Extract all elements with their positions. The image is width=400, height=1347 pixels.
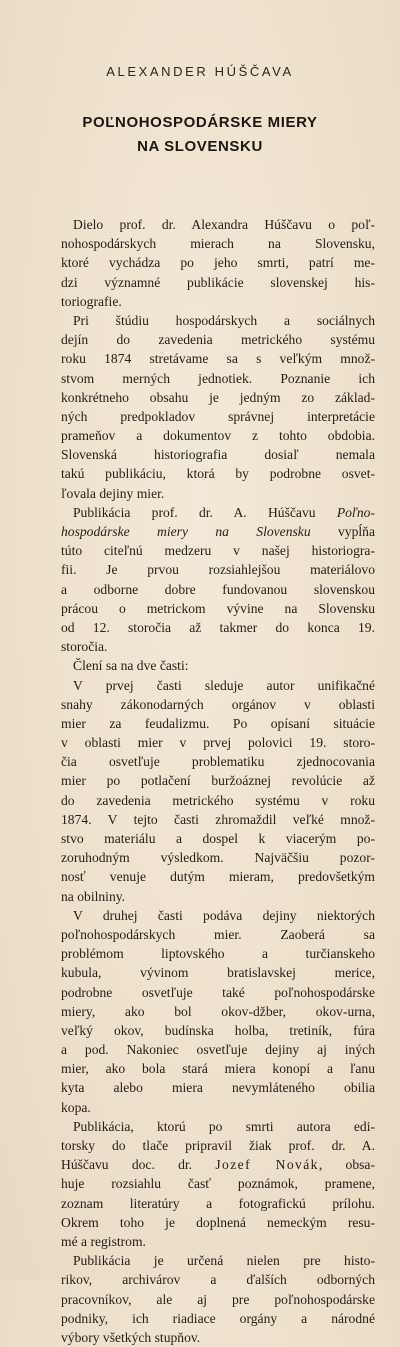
text-line: a pod. Nakoniec osvetľuje dejiny aj iných (61, 1042, 375, 1058)
paragraph (61, 215, 375, 311)
text-line: Publikácia prof. dr. A. Húščavu Poľno- (73, 504, 375, 520)
text-line: konkrétneho obsahu je jedným zo základ- (61, 389, 375, 405)
text-line: ľovala dejiny mier. (61, 485, 165, 501)
text-line: pracovníkov, ale aj pre poľnohospodárske (61, 1291, 375, 1307)
text-line: torsky do tlače pripravil žiak prof. dr. A. (61, 1138, 375, 1153)
text-line: kopa. (61, 1099, 91, 1115)
paragraph (61, 503, 375, 657)
book-title (0, 111, 400, 159)
text-line: mier po potlačení buržoáznej revolúcie až (61, 773, 375, 789)
text-line: huje rozsiahlu časť poznámok, pramene, (61, 1176, 375, 1192)
text-line: kubula, vývinom bratislavskej merice, (61, 965, 375, 981)
paragraph (61, 1251, 375, 1347)
text-line: a odborne dobre fundovanou slovenskou (61, 581, 375, 597)
text-line: veľký okov, budínska holba, tretiník, fúra (61, 1022, 375, 1038)
body-text (61, 215, 375, 1347)
text-line: dejín do zavedenia metrického systému (61, 332, 375, 348)
text-line: nohospodárskych mierach na Slovensku, (61, 236, 375, 252)
text-line: ných predpokladov správnej interpretácie (61, 408, 375, 424)
text-line: Člení sa na dve časti: (73, 658, 189, 674)
text-line: čia osvetľuje problematiku zjednocovania (61, 754, 375, 770)
text-line: mier, ako bola stará miera konopí a ľanu (61, 1061, 375, 1077)
text-line: Publikácia je určená nielen pre histo- (73, 1253, 375, 1269)
text-line: výbory všetkých stupňov. (61, 1329, 201, 1345)
text-line: fii. Je prvou rozsiahlejšou materiálovo (61, 562, 375, 578)
text-line: dzi významné publikácie slovenskej his- (61, 274, 375, 290)
text-line: stvo materiálu a dospel k viacerým po- (61, 831, 375, 846)
text-line: problémom liptovského a turčianskeho (61, 946, 375, 962)
text-line: zoznam literatúry a fotografickú prílohu. (61, 1195, 375, 1211)
text-line: prameňov a dokumentov z tohto obdobia. (61, 428, 375, 444)
paragraph (61, 1117, 375, 1251)
text-line: miery, ako bol okov-džber, okov-urna, (61, 1003, 375, 1019)
text-line: storočia. (61, 639, 108, 655)
text-line: Publikácia, ktorú po smrti autora edi- (73, 1118, 375, 1134)
text-line: kyta alebo miera nevymláteného obilia (61, 1080, 375, 1096)
text-line: hospodárske miery na Slovensku vypĺňa (61, 524, 375, 539)
text-line: Dielo prof. dr. Alexandra Húščavu o poľ- (73, 217, 375, 232)
text-line: V druhej časti podáva dejiny niektorých (73, 907, 375, 923)
text-line: do zavedenia metrického systému v roku (61, 792, 375, 808)
text-line: snahy zákonodarných orgánov v oblasti (61, 696, 375, 712)
text-line: V prvej časti sleduje autor unifikačné (73, 677, 375, 693)
paragraph (61, 906, 375, 1117)
text-line: zoruhodným výsledkom. Najväčšiu pozor- (61, 850, 375, 866)
title-line-2: NA SLOVENSKU (137, 138, 263, 155)
text-line: túto citeľnú medzeru v našej historiogra- (61, 543, 375, 559)
paragraph (61, 656, 375, 675)
text-line: na obilniny. (61, 888, 126, 904)
text-line: mé a registrom. (61, 1233, 146, 1249)
text-line: toriografie. (61, 293, 122, 309)
text-line: podniky, ich riadiace orgány a národné (61, 1310, 375, 1326)
text-line: nosť venuje dutým mieram, predovšetkým (61, 869, 375, 885)
text-line: podrobne osvetľuje také poľnohospodárske (61, 984, 375, 1000)
text-line: Pri štúdiu hospodárskych a sociálnych (73, 312, 375, 328)
text-line: od 12. storočia až takmer do konca 19. (61, 619, 375, 635)
text-line: Slovenská historiografia dosiaľ nemala (61, 447, 375, 463)
text-line: v oblasti mier v prvej polovici 19. storo- (61, 735, 375, 751)
text-line: mier za feudalizmu. Po opísaní situácie (61, 715, 375, 731)
text-line: roku 1874 stretávame sa s veľkým množ- (61, 351, 375, 367)
text-line: poľnohospodárskych mier. Zaoberá sa (61, 926, 375, 942)
text-line: stvom merných jednotiek. Poznanie ich (61, 370, 375, 386)
text-line: Okrem toho je doplnená nemeckým resu- (61, 1214, 375, 1230)
text-line: ktoré vychádza po jeho smrti, patrí me- (61, 255, 375, 271)
title-line-1: POĽNOHOSPODÁRSKE MIERY (82, 114, 318, 131)
text-line: 1874. V tejto časti zhromaždil veľké množ- (61, 811, 375, 827)
text-line: Húščavu doc. dr. Jozef Novák, obsa- (61, 1157, 375, 1173)
text-line: takú publikáciu, ktorá by podrobne osvet- (61, 466, 375, 482)
paragraph (61, 676, 375, 906)
text-line: prácou o metrickom vývine na Slovensku (61, 600, 375, 616)
text-line: rikov, archivárov a ďalších odborných (61, 1272, 375, 1288)
author-name: ALEXANDER HÚŠČAVA (106, 64, 294, 79)
paragraph (61, 311, 375, 503)
